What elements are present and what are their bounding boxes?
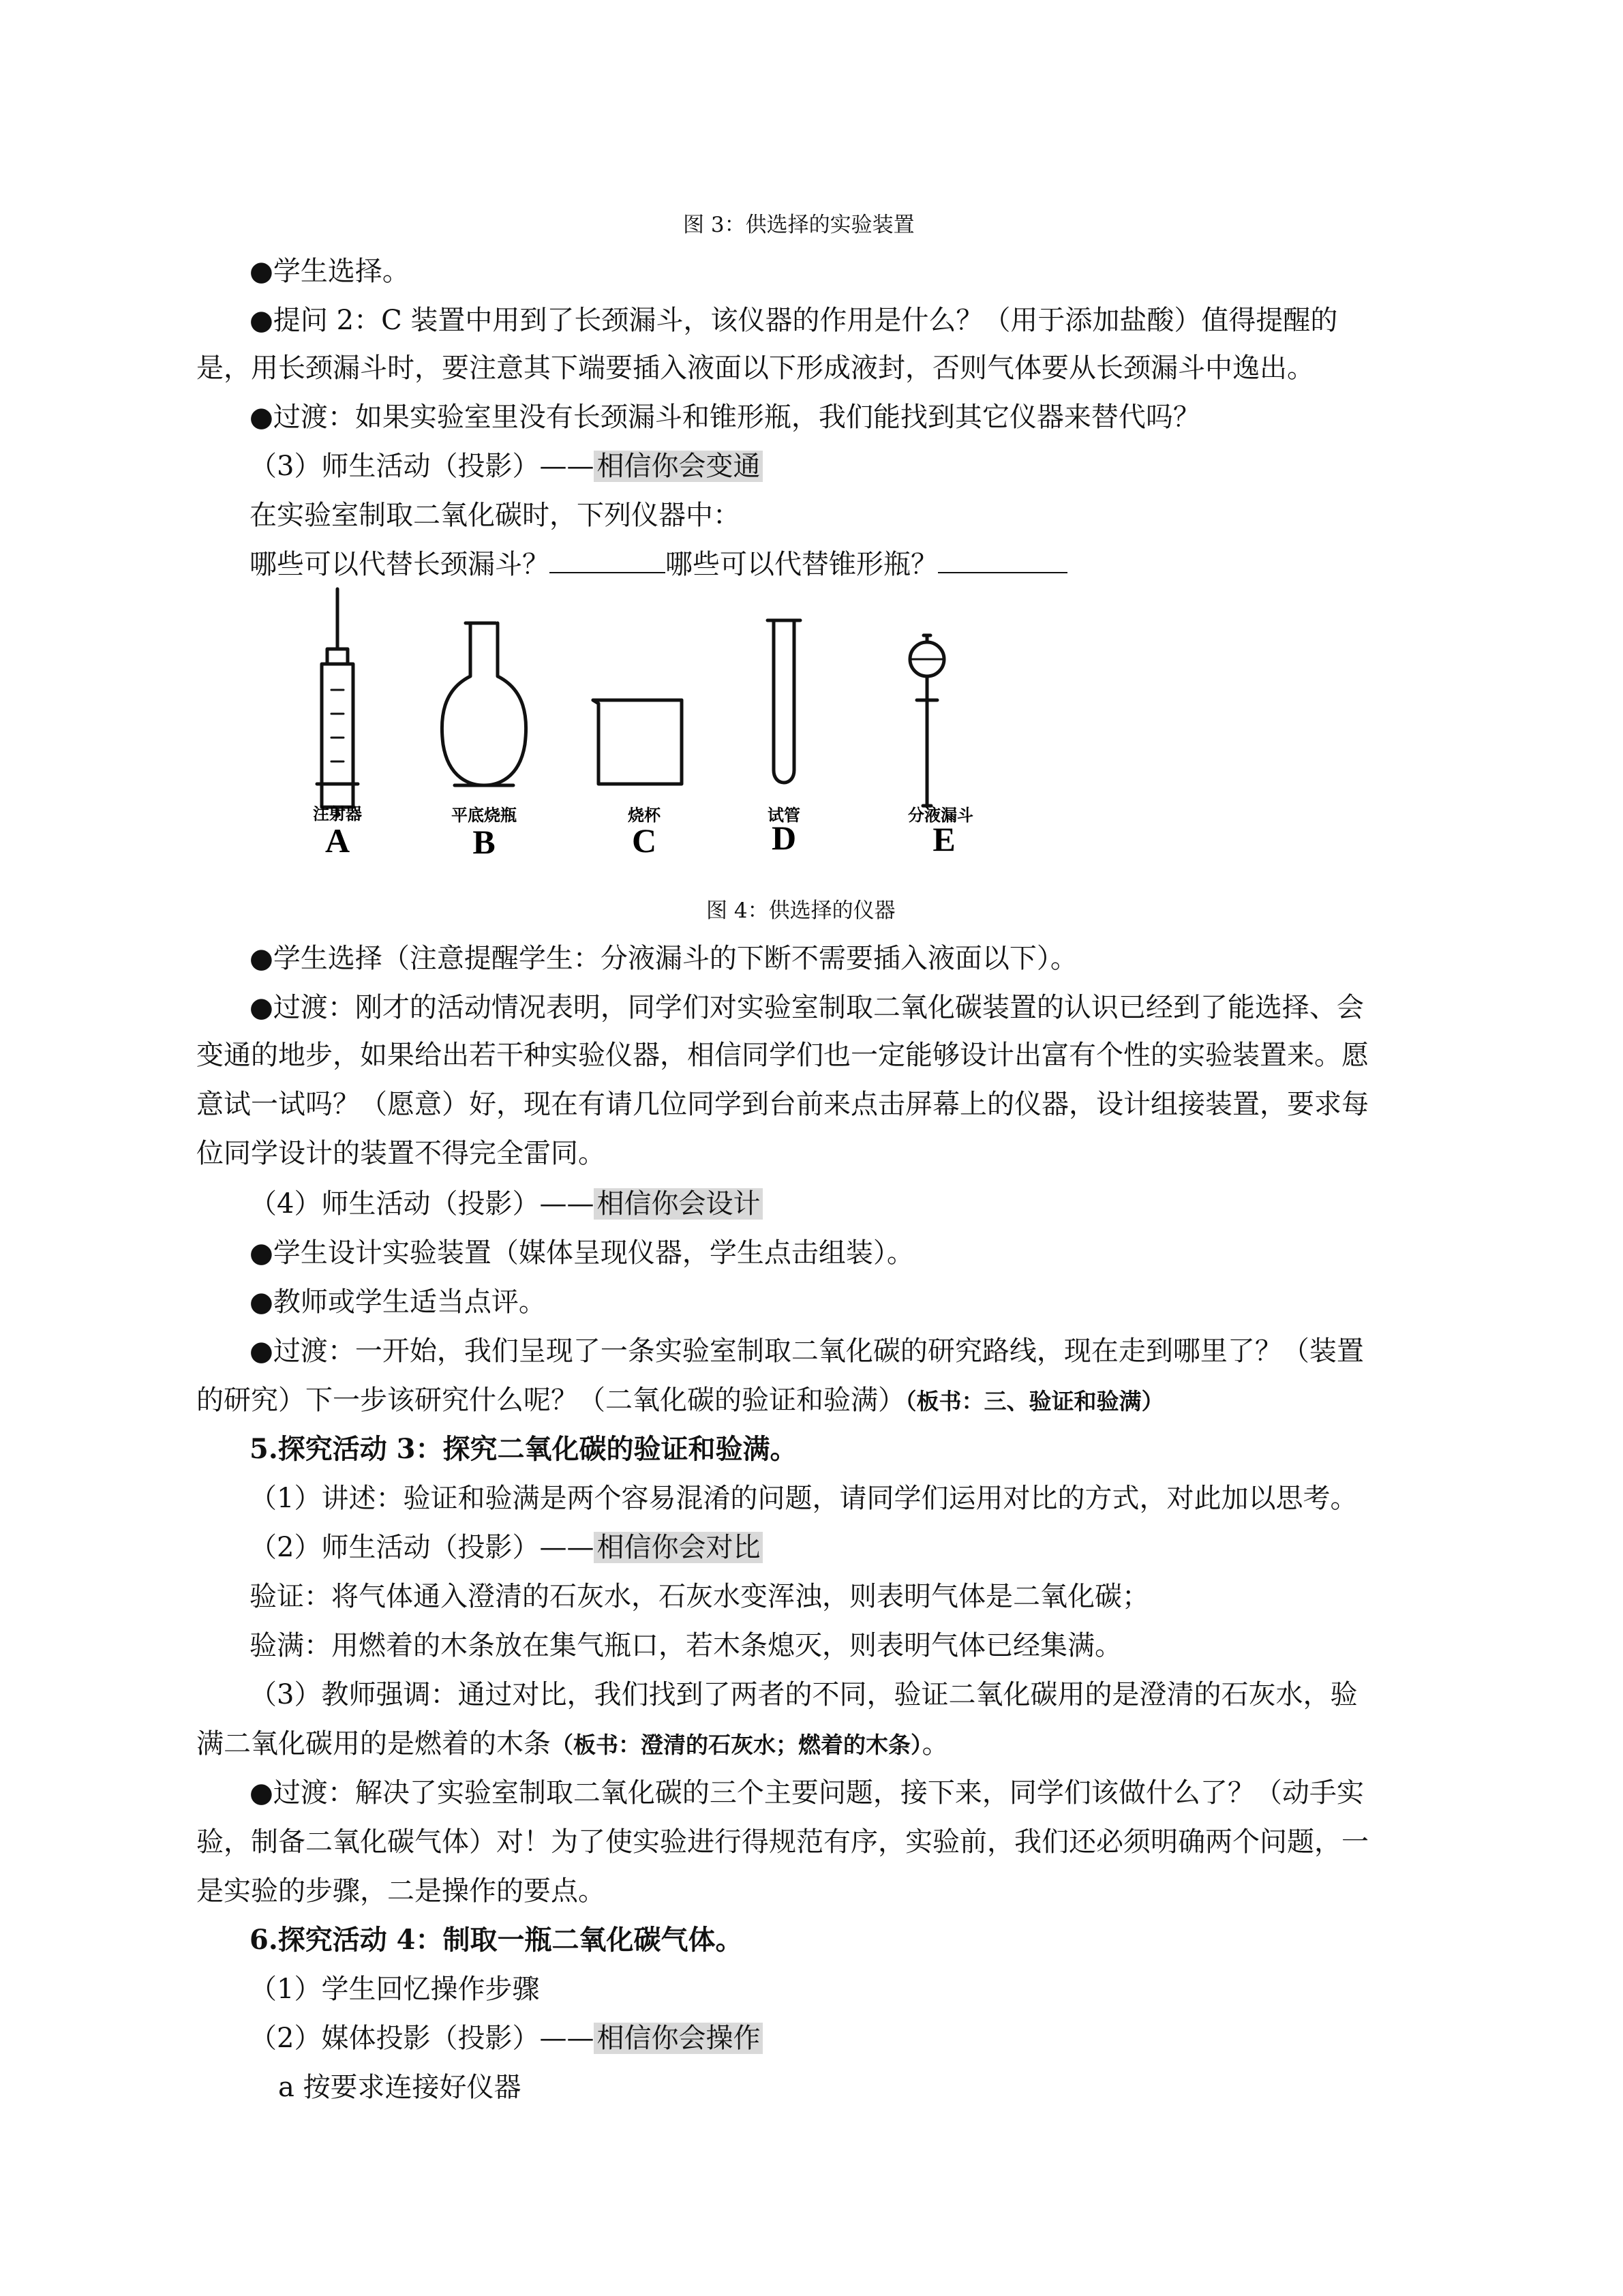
instrument-letter-b: B xyxy=(472,823,496,854)
figure-4-caption: 图 4：供选择的仪器 xyxy=(706,898,896,923)
board-note-verify: （板书：三、验证和验满） xyxy=(905,1388,1164,1415)
section-3-highlight: 相信你会变通 xyxy=(594,451,763,482)
test-tube-icon xyxy=(768,620,800,783)
section-6-2-prefix: （2）媒体投影（投影）—— xyxy=(249,2023,594,2054)
paragraph-transition-3-line2 xyxy=(196,1380,1164,1422)
section-5-3-end: 。 xyxy=(922,1728,950,1759)
syringe-icon xyxy=(317,589,358,816)
instrument-letter-c: C xyxy=(631,821,657,854)
beaker-icon xyxy=(593,700,682,784)
paragraph-transition-4-line3: 是实验的步骤，二是操作的要点。 xyxy=(196,1875,605,1907)
section-5-2-prefix: （2）师生活动（投影）—— xyxy=(249,1532,594,1563)
section-5-3-line2 xyxy=(196,1723,950,1766)
paragraph-transition-2-line3: 意试一试吗？（愿意）好，现在有请几位同学到台前来点击屏幕上的仪器，设计组接装置，要求每 xyxy=(196,1089,1369,1120)
figure-3-caption: 图 3：供选择的实验装置 xyxy=(683,213,915,237)
paragraph-teacher-comment: ●教师或学生适当点评。 xyxy=(249,1286,546,1318)
question-2-text: 哪些可以代替锥形瓶？ xyxy=(665,549,938,580)
transition-3-text: 的研究）下一步该研究什么呢？（二氧化碳的验证和验满） xyxy=(196,1385,905,1416)
answer-blank-2[interactable] xyxy=(938,545,1067,573)
paragraph-transition-4-line2: 验，制备二氧化碳气体）对！为了使实验进行得规范有序，实验前，我们还必须明确两个问题，一 xyxy=(196,1826,1369,1858)
paragraph-student-choice-2: ●学生选择（注意提醒学生：分液漏斗的下断不需要插入液面以下）。 xyxy=(249,943,1078,974)
paragraph-transition-2-line4: 位同学设计的装置不得完全雷同。 xyxy=(196,1138,605,1169)
full-definition: 验满：用燃着的木条放在集气瓶口，若木条熄灭，则表明气体已经集满。 xyxy=(249,1630,1122,1661)
section-4-highlight: 相信你会设计 xyxy=(594,1188,763,1220)
paragraph-student-choice: ●学生选择。 xyxy=(249,256,410,287)
verify-definition: 验证：将气体通入澄清的石灰水，石灰水变浑浊，则表明气体是二氧化碳； xyxy=(249,1581,1149,1612)
section-5-2-heading xyxy=(249,1527,763,1568)
section-5-3-text: 满二氧化碳用的是燃着的木条 xyxy=(196,1728,551,1759)
paragraph-transition-1: ●过渡：如果实验室里没有长颈漏斗和锥形瓶，我们能找到其它仪器来替代吗？ xyxy=(249,402,1200,433)
paragraph-question-2-line1: ●提问 2：C 装置中用到了长颈漏斗，该仪器的作用是什么？（用于添加盐酸）值得提醒的 xyxy=(249,305,1338,336)
section-6-1: （1）学生回忆操作步骤 xyxy=(249,1974,540,2005)
question-intro: 在实验室制取二氧化碳时，下列仪器中： xyxy=(249,500,740,531)
section-4-heading xyxy=(249,1183,763,1224)
paragraph-transition-2-line2: 变通的地步，如果给出若干种实验仪器，相信同学们也一定能够设计出富有个性的实验装置来。愿 xyxy=(196,1040,1369,1071)
section-6-2-heading xyxy=(249,2018,763,2059)
activity-6-heading: 6.探究活动 4：制取一瓶二氧化碳气体。 xyxy=(249,1924,743,1956)
section-6-2-highlight: 相信你会操作 xyxy=(594,2023,763,2054)
question-line xyxy=(249,544,1067,585)
separatory-funnel-icon xyxy=(910,635,944,806)
instrument-label-a: 注射器 xyxy=(313,804,362,824)
step-a: a 按要求连接好仪器 xyxy=(278,2072,521,2103)
section-4-prefix: （4）师生活动（投影）—— xyxy=(249,1188,594,1220)
paragraph-transition-2-line1: ●过渡：刚才的活动情况表明，同学们对实验室制取二氧化碳装置的认识已经到了能选择、会 xyxy=(249,992,1364,1023)
paragraph-transition-3-line1: ●过渡：一开始，我们呈现了一条实验室制取二氧化碳的研究路线，现在走到哪里了？（装置 xyxy=(249,1335,1364,1367)
section-5-2-highlight: 相信你会对比 xyxy=(594,1532,763,1563)
paragraph-transition-4-line1: ●过渡：解决了实验室制取二氧化碳的三个主要问题，接下来，同学们该做什么了？（动手实 xyxy=(249,1777,1364,1809)
flat-bottom-flask-icon xyxy=(442,623,526,785)
section-5-1-lecture: （1）讲述：验证和验满是两个容易混淆的问题，请同学们运用对比的方式，对此加以思考。 xyxy=(249,1483,1358,1514)
question-1-text: 哪些可以代替长颈漏斗？ xyxy=(249,549,549,580)
instrument-label-e: 分液漏斗 xyxy=(908,806,973,825)
figure-4-instruments xyxy=(286,581,1022,854)
paragraph-question-2-line2: 是，用长颈漏斗时，要注意其下端要插入液面以下形成液封，否则气体要从长颈漏斗中逸出。 xyxy=(196,352,1314,384)
section-3-heading xyxy=(249,446,763,487)
activity-5-heading: 5.探究活动 3：探究二氧化碳的验证和验满。 xyxy=(249,1433,798,1465)
answer-blank-1[interactable] xyxy=(549,545,665,573)
paragraph-student-design: ●学生设计实验装置（媒体呈现仪器，学生点击组装）。 xyxy=(249,1237,914,1269)
instrument-label-c: 烧杯 xyxy=(628,806,661,825)
section-3-prefix: （3）师生活动（投影）—— xyxy=(249,451,594,482)
instrument-label-b: 平底烧瓶 xyxy=(451,806,517,825)
instrument-letter-a: A xyxy=(324,821,350,854)
instrument-letter-e: E xyxy=(932,820,956,854)
board-note-limewater: （板书：澄清的石灰水；燃着的木条） xyxy=(551,1732,922,1758)
section-5-3-line1: （3）教师强调：通过对比，我们找到了两者的不同，验证二氧化碳用的是澄清的石灰水，验 xyxy=(249,1679,1358,1710)
instrument-letter-d: D xyxy=(771,819,797,854)
instrument-label-d: 试管 xyxy=(768,806,800,825)
